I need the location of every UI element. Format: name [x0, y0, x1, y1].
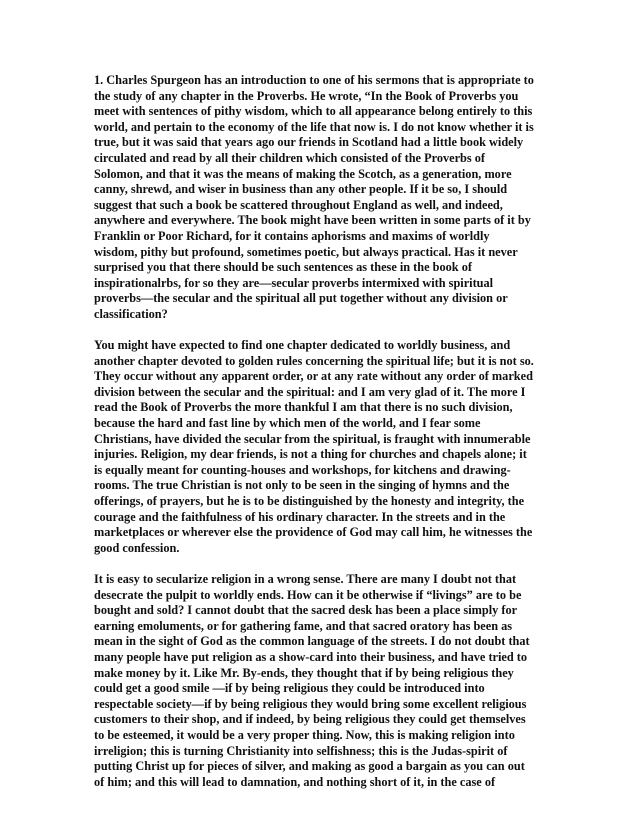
text-line: is equally meant for counting-houses and workshops, for kitchens and drawing- — [94, 462, 511, 477]
text-line: of him; and this will lead to damnation, and nothing short of it, in the case of — [94, 774, 496, 789]
text-line: Franklin or Poor Richard, for it contains aphorisms and maxims of worldly — [94, 228, 490, 243]
text-line: bought and sold? I cannot doubt that the sacred desk has been a place simply for — [94, 603, 518, 618]
paragraph-1 — [94, 73, 546, 323]
text-line: world, and pertain to the economy of the life that now is. I do not know whether it is — [94, 119, 534, 134]
text-line: marketplaces or wherever else the providence of God may call him, he witnesses the — [94, 525, 533, 540]
text-line: good confession. — [94, 540, 180, 555]
document-body — [94, 73, 546, 806]
text-line: offerings, of prayers, but he is to be distinguished by the honesty and integrity, the — [94, 494, 525, 509]
text-line: suggest that such a book be scattered throughout England as well, and indeed, — [94, 197, 503, 212]
text-line: true, but it was said that years ago our friends in Scotland had a little book widely — [94, 135, 524, 150]
text-line: classification? — [94, 306, 168, 321]
text-line: rooms. The true Christian is not only to be seen in the singing of hymns and the — [94, 478, 510, 493]
text-line: They occur without any apparent order, or at any rate without any order of marked — [94, 369, 533, 384]
text-line: 1. Charles Spurgeon has an introduction to one of his sermons that is appropriate to — [94, 73, 534, 87]
paragraph-3 — [94, 572, 546, 790]
text-line: courage and the faithfulness of his ordinary character. In the streets and in the — [94, 509, 506, 524]
text-line: irreligion; this is turning Christianity into selfishness; this is the Judas-spirit of — [94, 743, 508, 758]
text-line: the study of any chapter in the Proverbs. He wrote, “In the Book of Proverbs you — [94, 88, 519, 103]
paragraph-2 — [94, 338, 546, 556]
text-line: anywhere and everywhere. The book might have been written in some parts of it by — [94, 213, 531, 228]
text-line: meet with sentences of pithy wisdom, which to all appearance belong entirely to this — [94, 104, 533, 119]
text-line: to be esteemed, it would be a very proper thing. Now, this is making religion into — [94, 727, 515, 742]
text-line: Christians, have divided the secular from the spiritual, is fraught with innumerable — [94, 431, 531, 446]
text-line: You might have expected to find one chapter dedicated to worldly business, and — [94, 338, 511, 353]
text-line: because the hard and fast line by which men of the world, and I fear some — [94, 416, 481, 431]
text-line: injuries. Religion, my dear friends, is not a thing for churches and chapels alone; it — [94, 447, 527, 462]
text-line: surprised you that there should be such sentences as these in the book of — [94, 260, 472, 275]
text-line: division between the secular and the spiritual: and I am very glad of it. The more I — [94, 384, 526, 399]
text-line: read the Book of Proverbs the more thankful I am that there is no such division, — [94, 400, 513, 415]
text-line: another chapter devoted to golden rules concerning the spiritual life; but it is not so. — [94, 353, 534, 368]
text-line: mean in the sight of God as the common language of the streets. I do not doubt that — [94, 634, 530, 649]
text-line: could get a good smile —if by being religious they could be introduced into — [94, 681, 485, 696]
text-line: putting Christ up for pieces of silver, and making as good a bargain as you can out — [94, 759, 525, 774]
text-line: earning emoluments, or for gathering fame, and that sacred oratory has been as — [94, 618, 513, 633]
text-line: make money by it. Like Mr. By-ends, they thought that if by being religious they — [94, 665, 514, 680]
text-line: many people have put religion as a show-card into their business, and have tried to — [94, 649, 528, 664]
text-line: Solomon, and that it was the means of making the Scotch, as a generation, more — [94, 166, 512, 181]
text-line: wisdom, pithy but profound, sometimes poetic, but always practical. Has it never — [94, 244, 518, 259]
text-line: proverbs—the secular and the spiritual all put together without any division or — [94, 291, 508, 306]
text-line: It is easy to secularize religion in a wrong sense. There are many I doubt not that — [94, 572, 517, 586]
text-line: canny, shrewd, and wiser in business than any other people. If it be so, I should — [94, 182, 508, 197]
text-line: customers to their shop, and if indeed, by being religious they could get themselves — [94, 712, 526, 727]
text-line: inspirationalrbs, for so they are—secular proverbs intermixed with spiritual — [94, 275, 494, 290]
text-line: desecrate the pulpit to worldly ends. How can it be otherwise if “livings” are to be — [94, 587, 522, 602]
text-line: respectable society—if by being religious they would bring some excellent religious — [94, 696, 527, 711]
text-line: circulated and read by all their children which consisted of the Proverbs of — [94, 150, 485, 165]
